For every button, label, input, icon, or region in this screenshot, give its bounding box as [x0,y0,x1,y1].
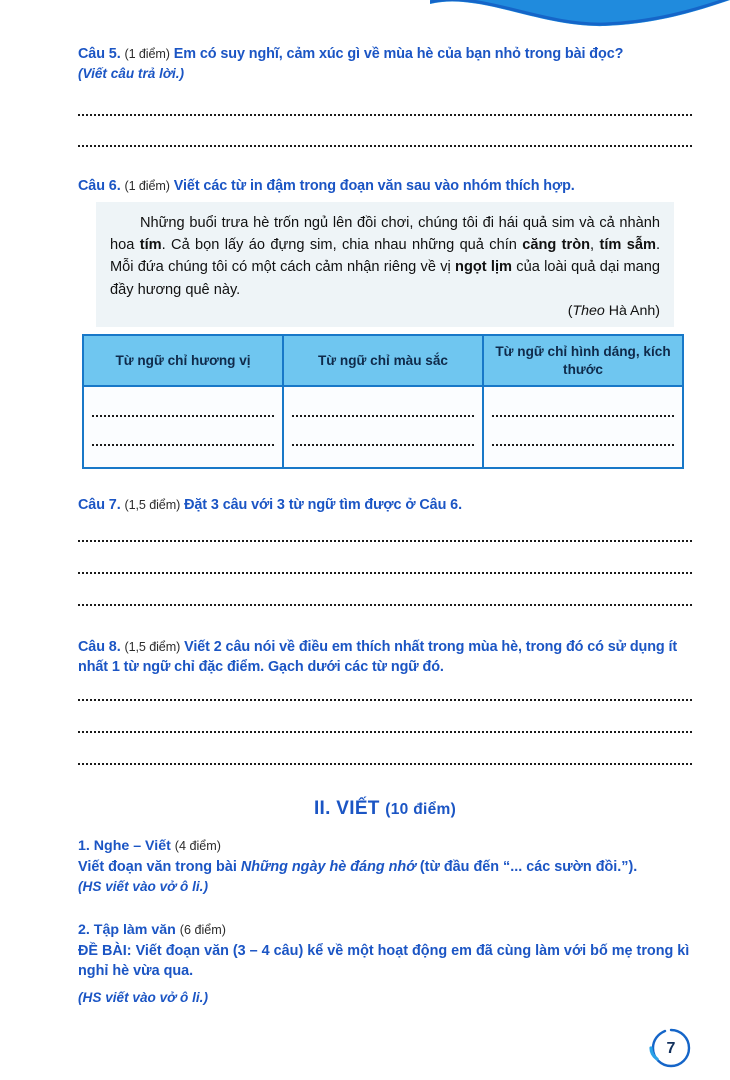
top-wave-decoration [430,0,730,40]
question-cau5 [78,44,692,83]
cau5-prompt: Em có suy nghĩ, cảm xúc gì về mùa hè của bạn nhỏ trong bài đọc? [173,46,624,62]
passage-bold-word: tím sẫm [599,237,656,254]
answer-line[interactable] [78,731,692,733]
cell-answer-line[interactable] [492,444,674,446]
cau7-number: Câu 7. [78,497,121,513]
cau7-answer-lines[interactable] [78,510,692,606]
task2-body [78,941,692,983]
attribution-prefix: Theo [572,302,605,319]
table-header-mau-sac: Từ ngữ chỉ màu sắc [283,335,483,386]
page-number: 7 [666,1040,676,1057]
question-cau6 [78,176,692,196]
task1-body-before: Viết đoạn văn trong bài [78,858,241,875]
cau5-answer-lines[interactable] [78,85,692,147]
answer-line[interactable] [78,540,692,542]
answer-line[interactable] [78,763,692,765]
answer-line[interactable] [78,145,692,147]
table-cell-mau-sac[interactable] [283,386,483,468]
passage-text [110,212,660,301]
task2-heading [78,920,692,941]
table-row [83,386,683,468]
table-cell-hinh-dang[interactable] [483,386,683,468]
passage-attribution: (Theo Hà Anh) [567,302,660,319]
passage-run: , [590,237,600,254]
attribution-author: Hà Anh [608,302,656,319]
cau6-prompt: Viết các từ in đậm trong đoạn văn sau vào nhóm thích hợp. [173,178,575,194]
cau8-points: (1,5 điểm) [124,640,181,654]
cell-answer-line[interactable] [292,415,474,417]
cau5-number: Câu 5. [78,46,121,62]
cau8-answer-lines[interactable] [78,669,692,765]
cau5-points: (1 điểm) [124,47,170,61]
passage-bold-word: tím [139,237,162,254]
answer-line[interactable] [78,699,692,701]
cell-answer-line[interactable] [92,415,274,417]
section-2-points: (10 điểm) [385,801,457,818]
cau6-points: (1 điểm) [124,179,170,193]
task2-note: (HS viết vào vở ô li.) [78,990,208,1006]
passage-box [96,202,674,327]
cau5-subnote: (Viết câu trả lời.) [78,66,185,82]
task1-body [78,857,692,878]
passage-run: . Cả bọn lấy áo đựng sim, chia nhau những quả chín [161,237,523,254]
task1-number: 1. [78,838,90,854]
task1-body-after: (từ đầu đến “... các sườn đồi.”). [415,858,638,875]
task1-points: (4 điểm) [174,839,221,853]
answer-line[interactable] [78,604,692,606]
passage-bold-word: ngọt lịm [455,259,513,276]
table-cell-huong-vi[interactable] [83,386,283,468]
answer-line[interactable] [78,572,692,574]
answer-line[interactable] [78,114,692,116]
cell-answer-line[interactable] [292,444,474,446]
section-2-title [78,798,692,820]
task-nghe-viet [78,836,692,897]
passage-run: Những buổi trưa hè trốn ngủ lên đồi chơi, chúng tôi đi hái quả sim và cả nhành hoa [110,215,660,254]
task1-note: (HS viết vào vở ô li.) [78,879,208,895]
section-2-roman: II. VIẾT [313,798,380,819]
task2-number: 2. [78,922,90,938]
table-header-hinh-dang: Từ ngữ chỉ hình dáng, kích thước [483,335,683,386]
cell-answer-line[interactable] [492,415,674,417]
cau8-prompt: Viết 2 câu nói về điều em thích nhất trong mùa hè, trong đó có sử dụng ít nhất 1 từ ngữ chỉ đặc điểm. Gạch dưới các từ ngữ đó. [78,639,678,676]
passage-run: của loài quả dại mang đầy hương quê này. [110,259,660,298]
task1-body-title: Những ngày hè đáng nhớ [240,858,416,875]
cau6-heading [78,176,692,196]
cau5-heading [78,44,692,64]
passage-bold-word: căng tròn [522,237,591,254]
task2-body-text: Viết đoạn văn (3 – 4 câu) kể về một hoạt động em đã cùng làm với bố mẹ trong kì nghỉ hè vừa qua. [78,942,690,980]
task2-points: (6 điểm) [179,923,226,937]
cell-answer-line[interactable] [92,444,274,446]
task1-title: Nghe – Viết [93,838,171,854]
word-classification-table [82,334,684,469]
passage-run: . Mỗi đứa chúng tôi có một cách cảm nhận riêng về vị [110,237,660,276]
cau7-prompt: Đặt 3 câu với 3 từ ngữ tìm được ở Câu 6. [184,497,462,513]
table-header-huong-vi: Từ ngữ chỉ hương vị [83,335,283,386]
page-number-badge [648,1026,694,1072]
task-tap-lam-van [78,920,692,1008]
cau8-number: Câu 8. [78,639,121,655]
cau6-number: Câu 6. [78,178,121,194]
task2-label: ĐỀ BÀI: [78,942,132,959]
task2-title: Tập làm văn [93,922,176,938]
task1-heading [78,836,692,857]
table-header-row [83,335,683,386]
cau7-points: (1,5 điểm) [124,498,181,512]
